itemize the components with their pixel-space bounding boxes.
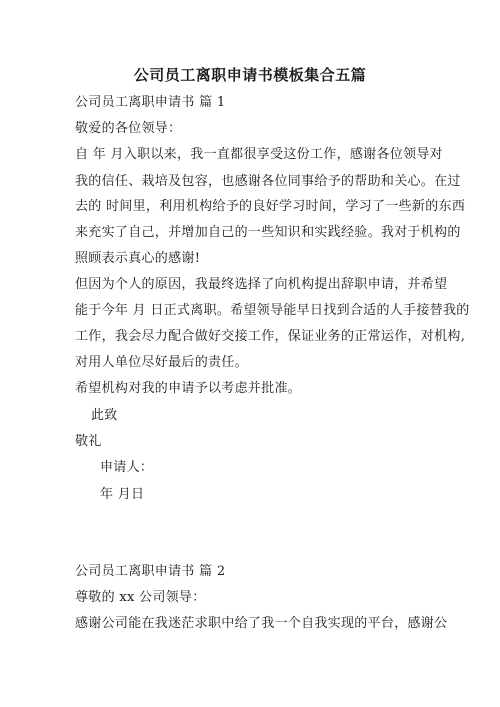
- applicant-label: 申请人：: [100, 460, 154, 475]
- closing-zhici: 此致: [91, 408, 118, 423]
- body-line: 能于今年 月 日正式离职。希望领导能早日找到合适的人手接替我的: [75, 303, 470, 318]
- body-line: 但因为个人的原因，我最终选择了向机构提出辞职申请，并希望: [75, 277, 448, 292]
- body-line: 照顾表示真心的感谢!: [75, 251, 201, 266]
- date-line: 年 月日: [100, 487, 145, 502]
- body-line: 我的信任、栽培及包容，也感谢各位同事给予的帮助和关心。在过: [75, 174, 461, 189]
- body-line: 感谢公司能在我迷茫求职中给了我一个自我实现的平台，感谢公: [75, 616, 448, 631]
- closing-jingli: 敬礼: [75, 434, 102, 449]
- section2-heading: 公司员工离职申请书 篇 2: [75, 564, 226, 579]
- section1-heading: 公司员工离职申请书 篇 1: [75, 95, 226, 110]
- document-title: 公司员工离职申请书模板集合五篇: [133, 66, 367, 84]
- body-line: 来充实了自己，并增加自己的一些知识和实践经验。我对于机构的: [75, 225, 461, 240]
- section2-salutation: 尊敬的 xx 公司领导：: [75, 590, 206, 605]
- body-line: 希望机构对我的申请予以考虑并批准。: [75, 381, 302, 396]
- body-line: 工作，我会尽力配合做好交接工作，保证业务的正常运作，对机构,: [75, 329, 466, 344]
- body-line: 去的 时间里，利用机构给予的良好学习时间，学习了一些新的东西: [75, 199, 466, 214]
- body-line: 自 年 月入职以来，我一直都很享受这份工作，感谢各位领导对: [75, 147, 443, 162]
- section1-salutation: 敬爱的各位领导：: [75, 121, 182, 136]
- body-line: 对用人单位尽好最后的责任。: [75, 355, 248, 370]
